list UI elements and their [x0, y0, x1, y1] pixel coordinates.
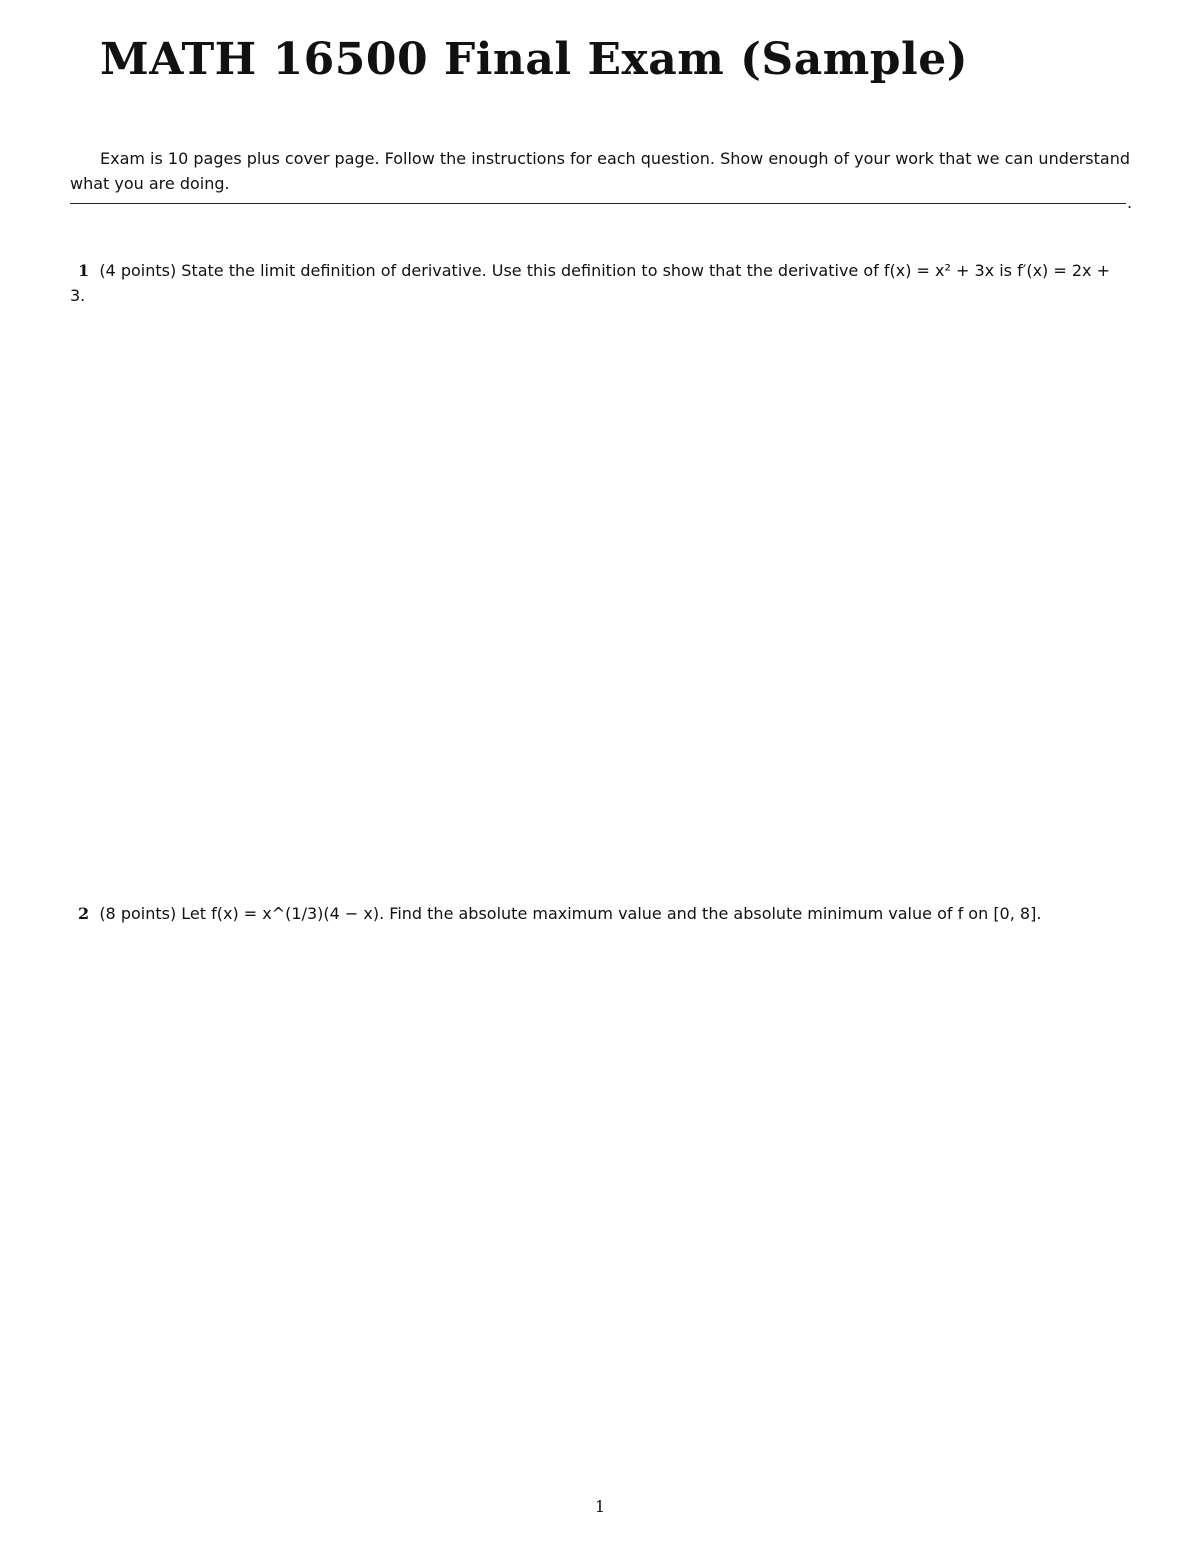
question-2-number: 2 [78, 904, 90, 923]
instructions-text: Exam is 10 pages plus cover page. Follow the instructions for each question. Show enough of your work that we can understand what you are doing. [70, 149, 1130, 193]
question-2 [70, 901, 1130, 926]
page-title: MATH 16500 Final Exam (Sample) [100, 34, 969, 85]
rule-end-dot: . [1127, 193, 1133, 212]
page-number: 1 [594, 1497, 606, 1516]
exam-instructions [70, 146, 1130, 196]
question-2-text: (8 points) Let f(x) = x^(1/3)(4 − x). Find the absolute maximum value and the absolute minimum value of f on [0, 8]. [99, 904, 1042, 923]
question-1 [70, 258, 1130, 308]
question-1-number: 1 [78, 261, 90, 280]
horizontal-rule [70, 203, 1126, 204]
question-1-text: (4 points) State the limit definition of derivative. Use this definition to show that the derivative of f(x) = x² + 3x is f′(x) = 2x + 3. [70, 261, 1111, 305]
